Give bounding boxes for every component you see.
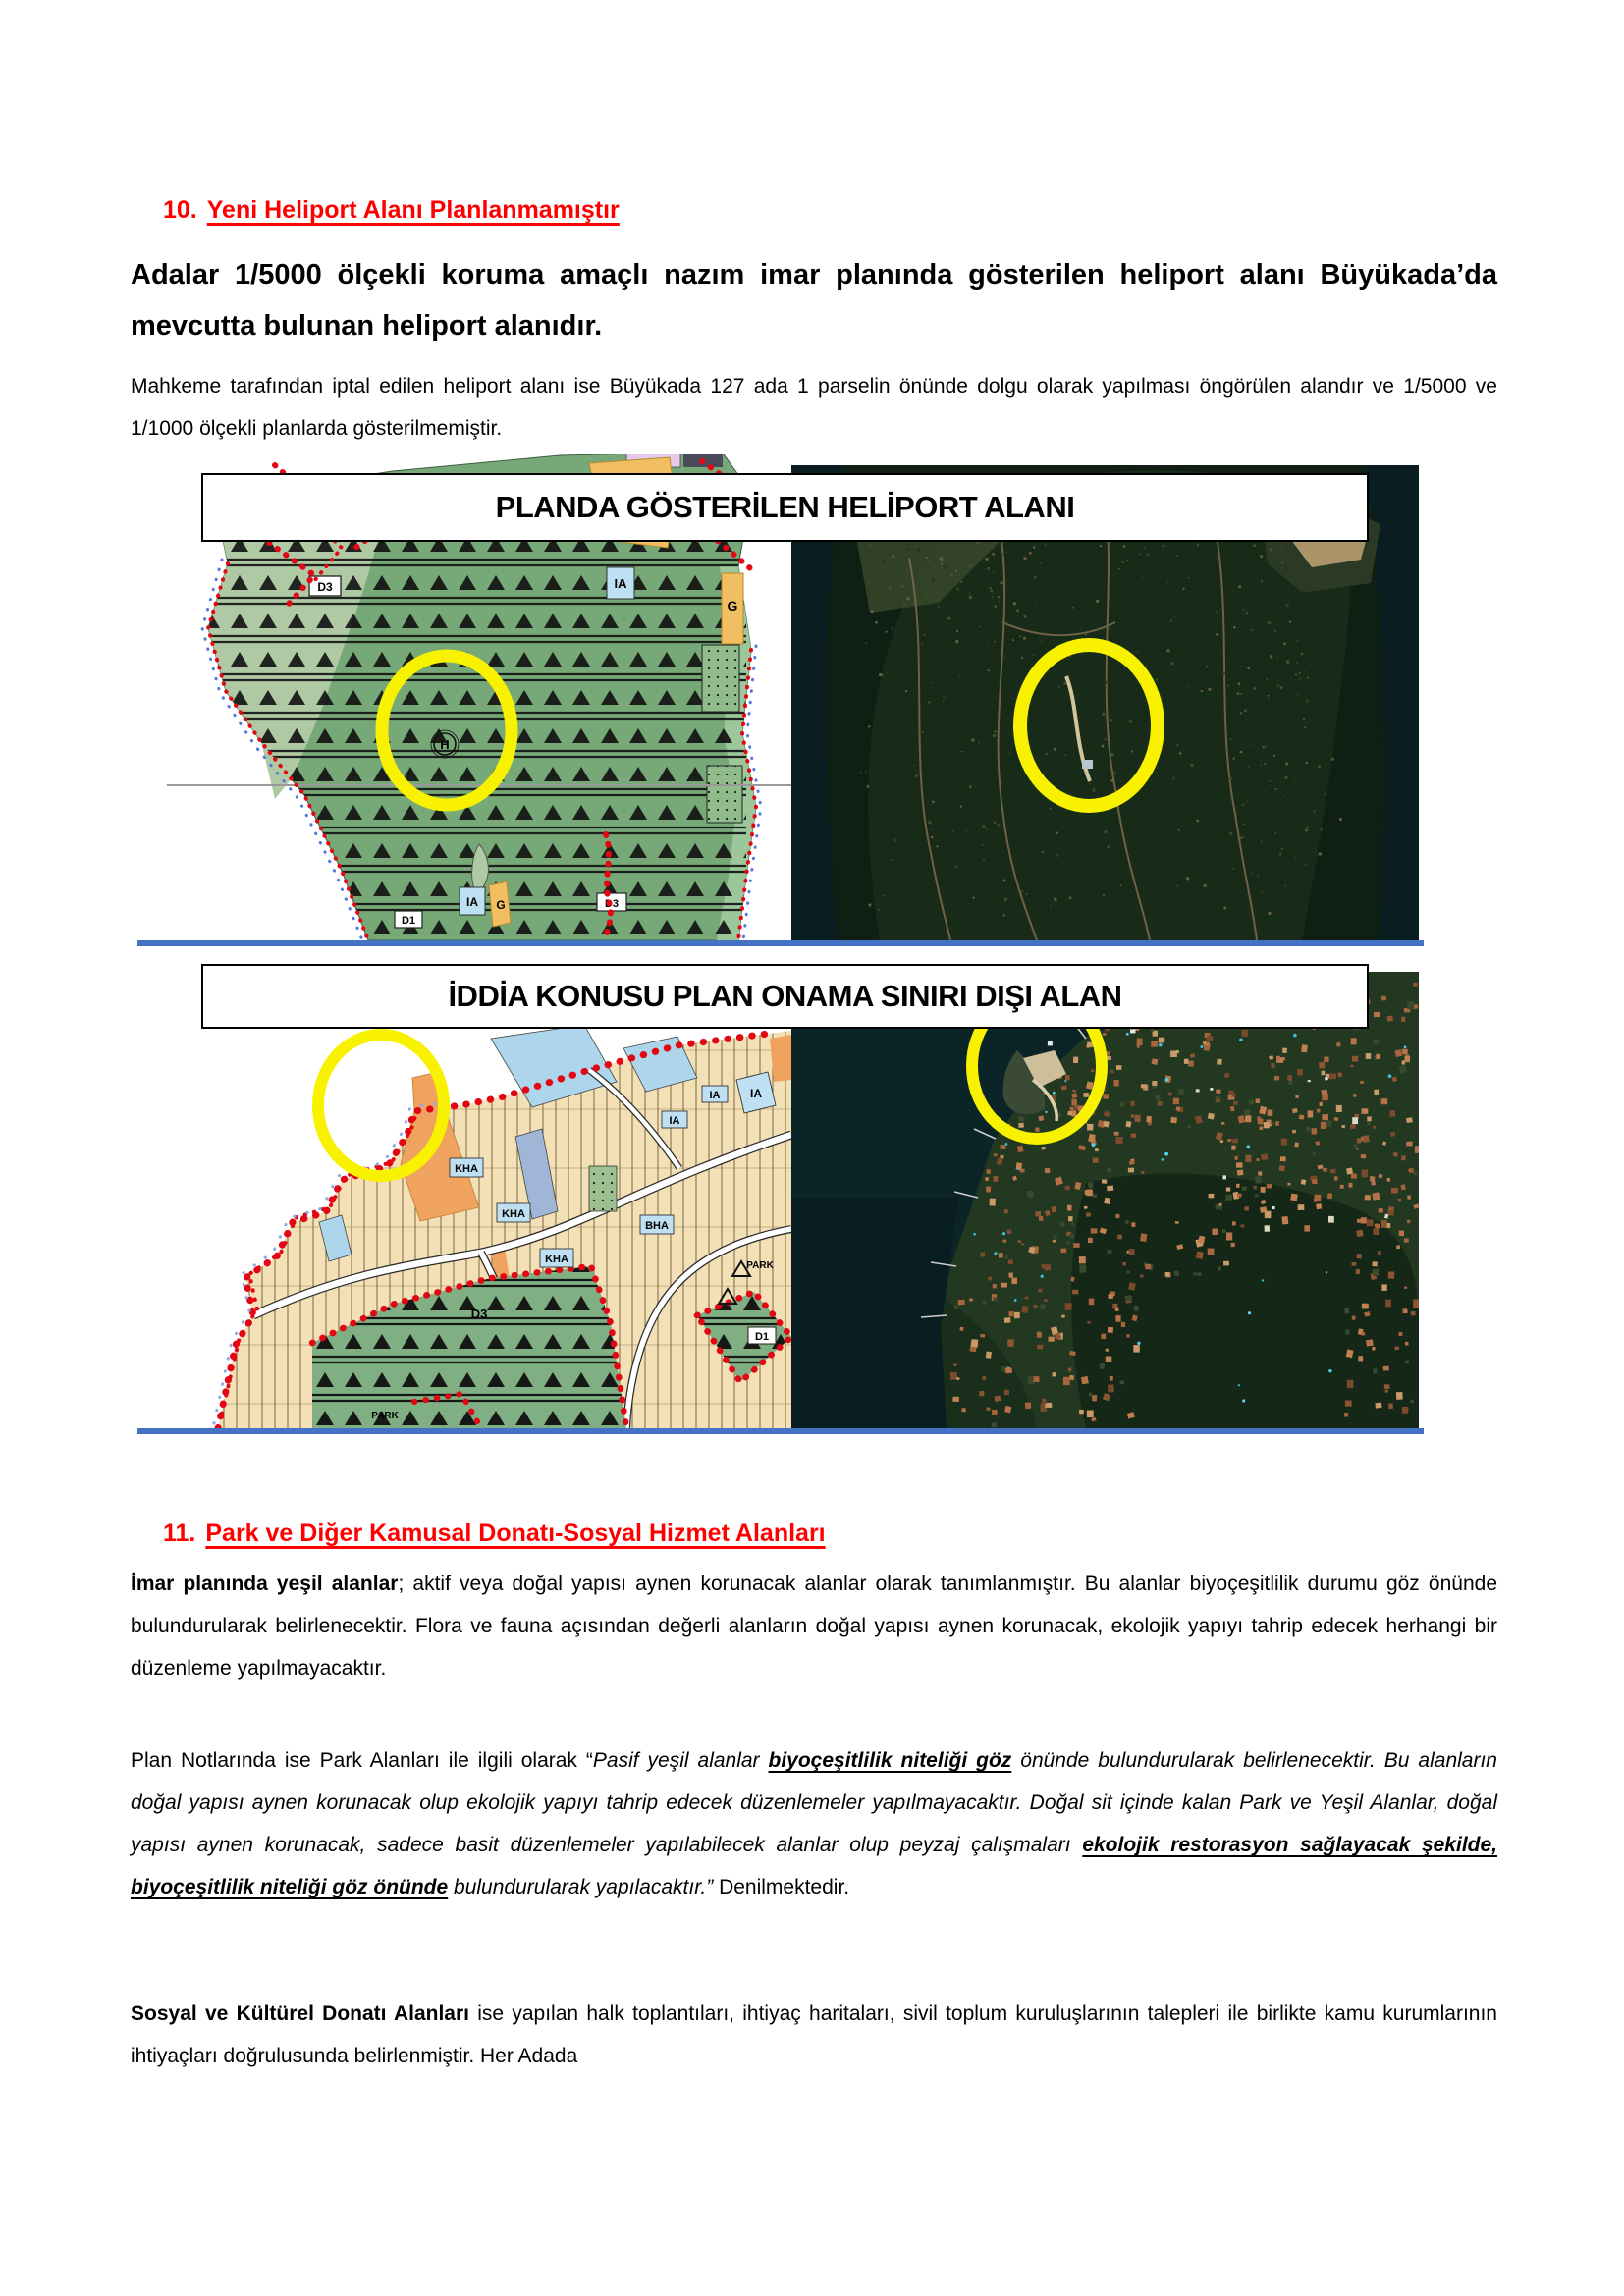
zone-label-g: G [727,598,738,614]
section11-paragraph-3 [131,1993,1497,2077]
svg-text:BHA: BHA [645,1220,669,1232]
sea-deep [791,1198,958,1428]
svg-text:PARK: PARK [746,1260,774,1271]
satellite-image-2 [791,972,1419,1428]
para2-outro: Denilmektedir. [713,1876,850,1898]
separator-line-1 [137,940,1424,946]
heliport-pad [1082,760,1093,769]
para3-rest: ise yapılan halk toplantıları, ihtiyaç haritaları, sivil toplum kuruluşlarının talepleri ile birlikte kamu kurumlarının ihtiyaçları doğrulusunda belirlenmiştir. Her Adada [131,2002,1497,2067]
svg-text:IA: IA [750,1087,762,1100]
para1-bold-lead: İmar planında yeşil alanlar [131,1573,399,1595]
svg-text:D1: D1 [754,1331,770,1343]
plan-map-2-svg [167,1021,791,1428]
svg-text:PARK: PARK [371,1411,399,1421]
section11-number: 11. [163,1520,196,1547]
svg-text:KHA: KHA [455,1163,478,1175]
zone-label-ia: IA [466,895,478,909]
svg-text:IA: IA [669,1115,680,1127]
figure-plan-onama-disi [167,964,1419,1428]
para2-intro: Plan Notlarında ise Park Alanları ile ilgili olarak “ [131,1749,593,1772]
section11-paragraph-1 [131,1563,1497,1689]
figure1-title: PLANDA GÖSTERİLEN HELİPORT ALANI [201,473,1369,542]
svg-text:D3: D3 [470,1307,488,1321]
section10-lead-paragraph: Adalar 1/5000 ölçekli koruma amaçlı nazım imar planında gösterilen heliport alanı Büyükada’da mevcutta bulunan heliport alanıdır. [131,259,1497,342]
svg-text:KHA: KHA [545,1254,568,1265]
zone-label-d1: D1 [401,915,416,927]
section10-heading [163,196,620,225]
plan-map-2 [167,1021,791,1428]
svg-text:IA: IA [709,1090,721,1101]
zone-label-ia: IA [614,576,627,591]
section11-heading [163,1520,826,1548]
heliport-label: H [440,737,450,752]
section10-title: Yeni Heliport Alanı Planlanmamıştır [206,196,620,224]
zone-label-g: G [496,898,506,912]
para2-emphasis-1: biyoçeşitlilik niteliği göz [768,1749,1012,1772]
section10-number: 10. [163,196,197,224]
figure-planda-heliport [167,454,1419,940]
section11-title: Park ve Diğer Kamusal Donatı-Sosyal Hizmet Alanları [205,1520,826,1547]
zone-label-d3: D3 [317,580,333,594]
para2-quote-italic: Pasif yeşil alanlar [592,1749,769,1772]
para2-quote-italic: önünde bulundurularak belirlenecektir. Bu alanların doğal yapısı aynen korunacak olup ekolojik yapıyı tahrip edecek düzenlemeler yapılmayacaktır. Doğal sit içinde kalan Park ve Yeşil Alanlar, doğal yapısı aynen korunacak, sadece basit düzenlemeler yapılabilecek alanlar olup peyzaj çalışmaları [131,1749,1497,1856]
svg-text:KHA: KHA [502,1208,525,1220]
para1-rest: ; aktif veya doğal yapısı aynen korunacak alanlar olarak tanımlanmıştır. Bu alanlar biyoçeşitlilik durumu göz önünde bulundurularak belirlenecektir. Flora ve fauna açısından değerli alanların doğal yapısı aynen korunacak, ekolojik yapıyı tahrip edecek herhangi bir düzenleme yapılmayacaktır. [131,1573,1497,1680]
para3-bold-lead: Sosyal ve Kültürel Donatı Alanları [131,2002,469,2025]
section11-paragraph-2 [131,1739,1497,1908]
zone-label-d3: D3 [604,898,620,910]
para2-quote-italic: bulundurularak yapılacaktır.” [448,1876,714,1898]
satellite-2-svg [791,972,1419,1428]
figure2-title: İDDİA KONUSU PLAN ONAMA SINIRI DIŞI ALAN [201,964,1369,1029]
separator-line-2 [137,1428,1424,1434]
para2-emphasis-2: ekolojik restorasyon sağlayacak şekilde, biyoçeşitlilik niteliği göz önünde [131,1834,1498,1898]
section10-body-paragraph: Mahkeme tarafından iptal edilen heliport alanı ise Büyükada 127 ada 1 parselin önünde dolgu olarak yapılması öngörülen alandır ve 1/5000 ve 1/1000 ölçekli planlarda gösterilmemiştir. [131,375,1497,440]
